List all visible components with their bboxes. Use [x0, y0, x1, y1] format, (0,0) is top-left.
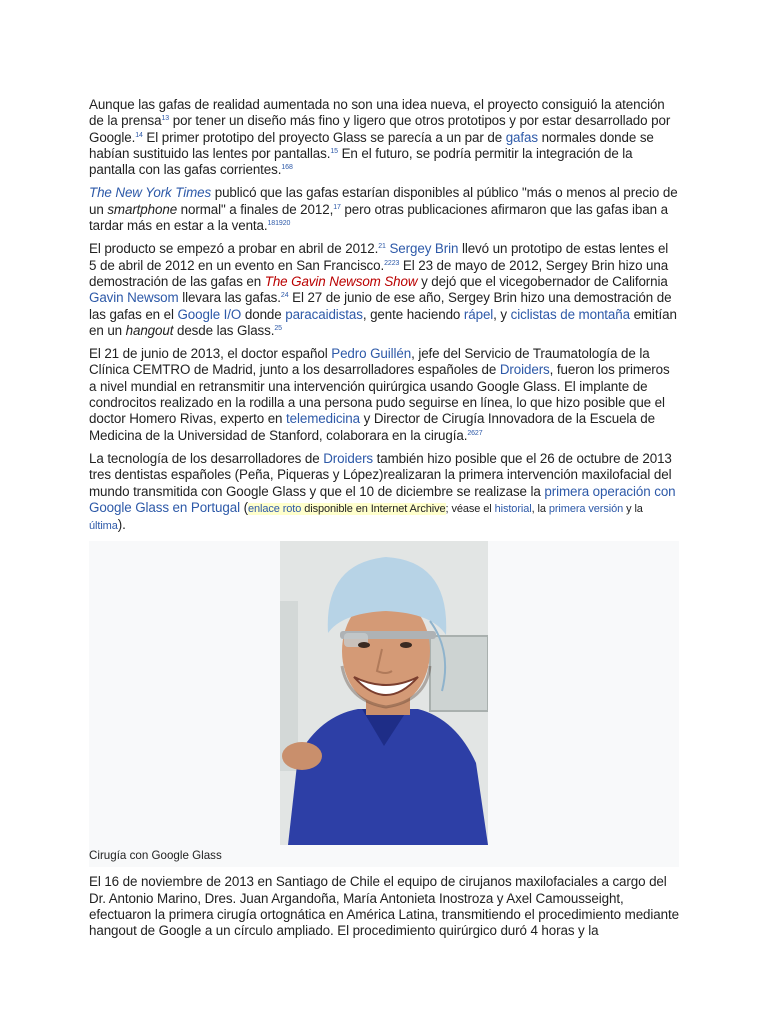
link-pedro-guillen[interactable]: Pedro Guillén	[331, 346, 412, 362]
link-historial[interactable]: historial	[494, 502, 532, 515]
paragraph-1: Aunque las gafas de realidad aumentada no son una idea nueva, el proyecto consiguió la atención de la prensa$^{13}$ por tener un diseño más fino y ligero que otros prototipos y por estar desarrollado por Google.$^{14}$ El primer prototipo del proyecto Glass se parecía a un par de gafas normales donde se habían sustituido las lentes por pantallas.$^{15}$ En el futuro, se podría permitir la integración de la pantalla con las gafas corrientes.$^{168}$	[89, 97, 671, 178]
figure-cirugia	[89, 541, 679, 867]
ref-13[interactable]: 13	[161, 115, 170, 123]
ref-2223[interactable]: 2223	[384, 259, 400, 267]
surgeon-photo[interactable]	[280, 541, 488, 845]
link-primera-version[interactable]: primera versión	[548, 502, 624, 515]
link-gafas[interactable]: gafas	[505, 129, 538, 145]
link-droiders[interactable]: Droiders	[499, 362, 550, 378]
article-body	[89, 97, 679, 940]
paragraph-2: The New York Times publicó que las gafas estarían disponibles al público "más o menos al precio de un smartphone normal" a finales de 2012,17 pero otras publicaciones afirmaron que las gafas iban a tardar más en estar a la venta.$^{181920}$	[89, 185, 678, 234]
link-primera-operacion-portugal[interactable]: primera operación con Google Glass en Portugal	[89, 483, 676, 515]
link-google-io[interactable]: Google I/O	[177, 306, 242, 322]
link-new-york-times[interactable]: The New York Times	[89, 185, 212, 201]
ref-21[interactable]: 21	[378, 243, 386, 251]
ref-168[interactable]: 168	[281, 164, 293, 172]
ref-14[interactable]: 14	[135, 131, 143, 139]
paragraph-4: El 21 de junio de 2013, el doctor español Pedro Guillén, jefe del Servicio de Traumatología de la Clínica CEMTRO de Madrid, junto a los desarrolladores españoles de Droiders, fueron los primeros a nivel mundial en retransmitir una intervención quirúrgica usando Google Glass. El implante de condrocitos realizado en la rodilla a una persona pudo seguirse en línea, lo que hizo posible que el doctor Homero Rivas, experto en telemedicina y Director de Cirugía Innovadora de la Escuela de Medicina de la Universidad de Stanford, colaborara en la cirugía.$^{2627}$	[89, 346, 670, 443]
link-gavin-newsom[interactable]: Gavin Newsom	[89, 290, 179, 306]
paragraph-5: La tecnología de los desarrolladores de Droiders también hizo posible que el 26 de octubre de 2013 tres dentistas españoles (Peña, Piqueras y López)realizaran la primera intervención maxilofacial del mundo transmitida con Google Glass y que el 10 de diciembre se realizase la primera operación con Google Glass en Portugal (enlace roto disponible en Internet Archive; véase el historial, la primera versión y la última).	[89, 450, 676, 533]
link-paracaidistas[interactable]: paracaidistas	[285, 306, 363, 322]
figure-caption: Cirugía con Google Glass	[89, 849, 222, 863]
surgeon-illustration	[280, 541, 488, 845]
ref-2627[interactable]: 2627	[467, 429, 483, 437]
ref-15[interactable]: 15	[330, 147, 338, 155]
ref-25[interactable]: 25	[274, 324, 282, 332]
paragraph-3: El producto se empezó a probar en abril de 2012.21 Sergey Brin llevó un prototipo de estas lentes el 5 de abril de 2012 en un evento en San Francisco.$^{2223}$ El 23 de mayo de 2012, Sergey Brin hizo una demostración de las gafas en The Gavin Newsom Show y dejó que el vicegobernador de California Gavin Newsom llevara las gafas.$^{24}$ El 27 de junio de ese año, Sergey Brin hizo una demostración de las gafas en el Google I/O donde paracaidistas, gente haciendo rápel, y ciclistas de montaña emitían en un hangout desde las Glass.$^{25}$	[89, 241, 677, 338]
link-ciclistas-de-montana[interactable]: ciclistas de montaña	[510, 306, 630, 322]
ref-24[interactable]: 24	[280, 292, 289, 300]
ref-181920[interactable]: 181920	[267, 220, 291, 228]
link-rapel[interactable]: rápel	[463, 306, 494, 322]
link-droiders-2[interactable]: Droiders	[323, 450, 374, 466]
paragraph-6: El 16 de noviembre de 2013 en Santiago de Chile el equipo de cirujanos maxilofaciales a cargo del Dr. Antonio Marino, Dres. Juan Argandoña, María Antonieta Inostroza y Axel Camousseight, efectuaron la primera cirugía ortognática en América Latina, transmitiendo el procedimiento mediante hangout de Google a un círculo ampliado. El procedimiento quirúrgico duró 4 horas y la	[89, 874, 679, 939]
link-ultima[interactable]: última	[89, 520, 118, 533]
ref-17[interactable]: 17	[333, 203, 341, 211]
link-telemedicina[interactable]: telemedicina	[286, 411, 360, 427]
archive-note: enlace roto disponible en Internet Archive; véase el historial, la primera versión y la última	[89, 502, 643, 533]
link-gavin-newsom-show[interactable]: The Gavin Newsom Show	[264, 273, 418, 289]
link-enlace-roto[interactable]: enlace roto	[247, 502, 302, 515]
link-sergey-brin[interactable]: Sergey Brin	[389, 241, 459, 257]
